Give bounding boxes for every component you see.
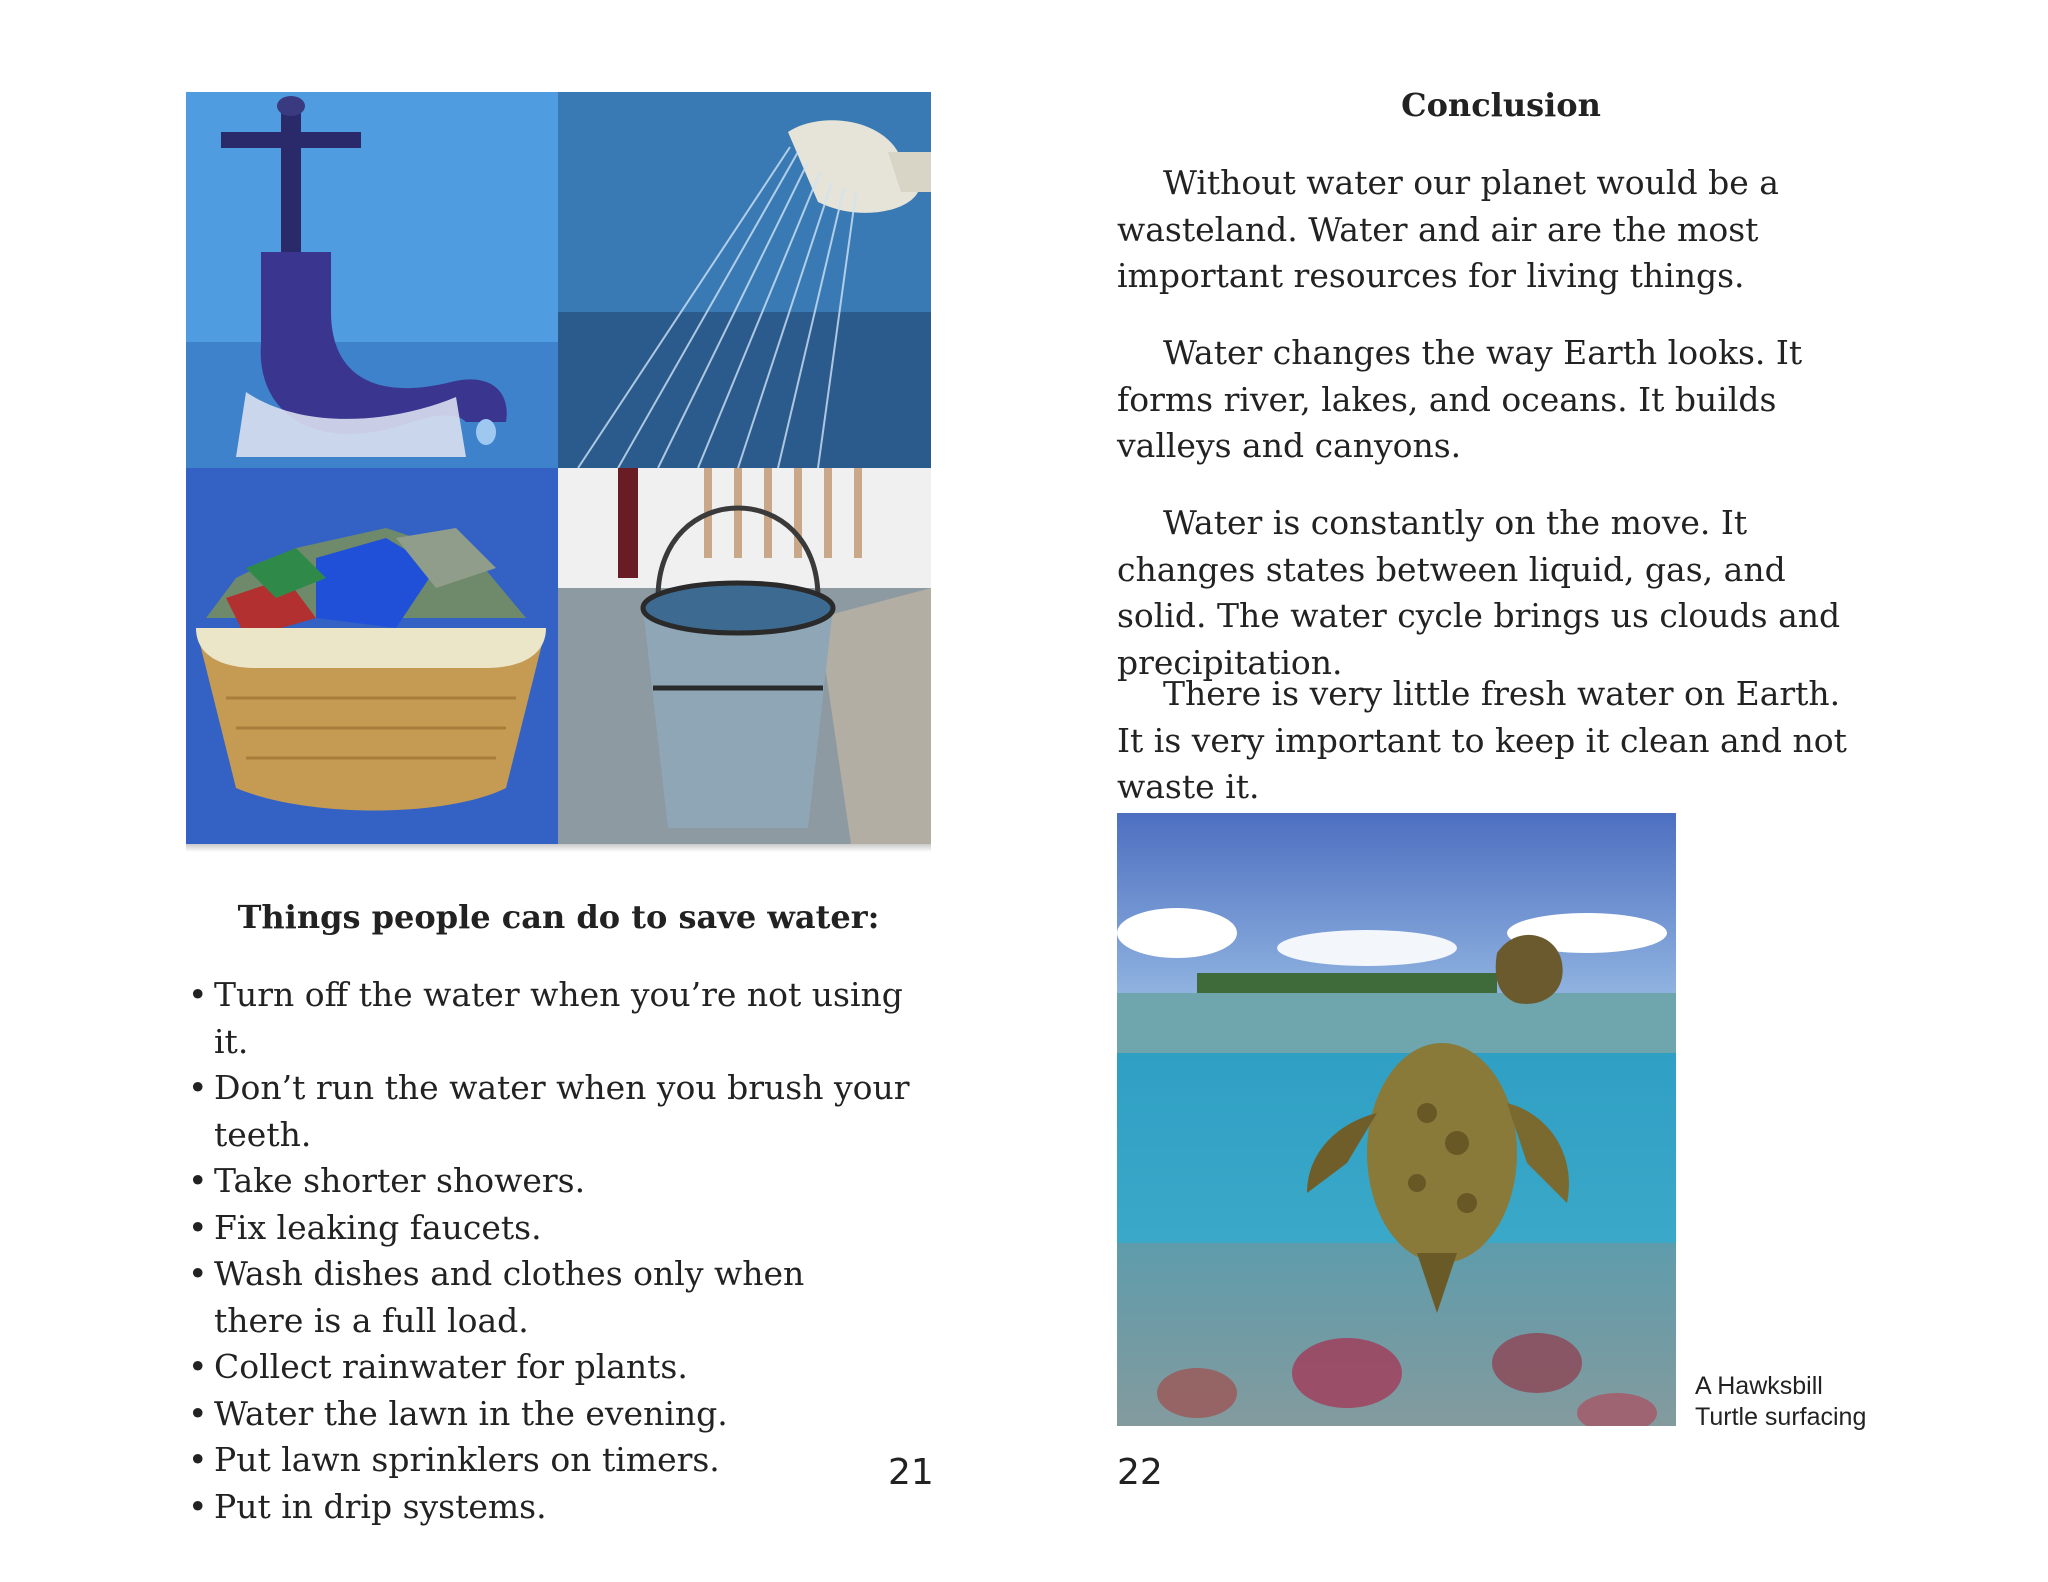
list-item: • Water the lawn in the evening.	[186, 1391, 946, 1438]
caption-line: A Hawksbill	[1695, 1372, 1823, 1400]
save-water-subheading: Things people can do to save water:	[237, 898, 880, 936]
list-item: • Put in drip systems.	[186, 1484, 946, 1531]
water-saving-photo-collage	[186, 92, 931, 844]
caption-line: Turtle surfacing	[1695, 1403, 1867, 1431]
conclusion-paragraph: Water changes the way Earth looks. It forms river, lakes, and oceans. It builds valleys and canyons.	[1117, 333, 1803, 465]
faucet-photo	[186, 92, 558, 468]
page-number-left: 21	[888, 1452, 934, 1493]
page-number-right: 22	[1117, 1452, 1163, 1493]
list-item: • Put lawn sprinklers on timers.	[186, 1437, 946, 1484]
water-bucket-photo	[558, 468, 931, 844]
list-item: • Collect rainwater for plants.	[186, 1344, 946, 1391]
conclusion-heading: Conclusion	[1401, 86, 1601, 124]
turtle-photo-caption	[1695, 1371, 1915, 1433]
conclusion-paragraph: There is very little fresh water on Earth. It is very important to keep it clean and not waste it.	[1117, 674, 1847, 806]
list-item: • Fix leaking faucets.	[186, 1205, 946, 1252]
shower-photo	[558, 92, 931, 468]
conclusion-paragraph: Water is constantly on the move. It changes states between liquid, gas, and solid. The water cycle brings us clouds and precipitation.	[1117, 503, 1841, 682]
list-item: • Wash dishes and clothes only when there is a full load.	[186, 1251, 874, 1344]
collage-shadow	[186, 844, 931, 852]
laundry-basket-photo	[186, 468, 558, 844]
water-saving-tips-list	[186, 972, 946, 1530]
list-item: • Take shorter showers.	[186, 1158, 946, 1205]
list-item: • Turn off the water when you’re not using it.	[186, 972, 946, 1065]
conclusion-paragraph: Without water our planet would be a wasteland. Water and air are the most important resources for living things.	[1117, 163, 1779, 295]
list-item: • Don’t run the water when you brush your teeth.	[186, 1065, 946, 1158]
hawksbill-turtle-photo	[1117, 813, 1676, 1426]
